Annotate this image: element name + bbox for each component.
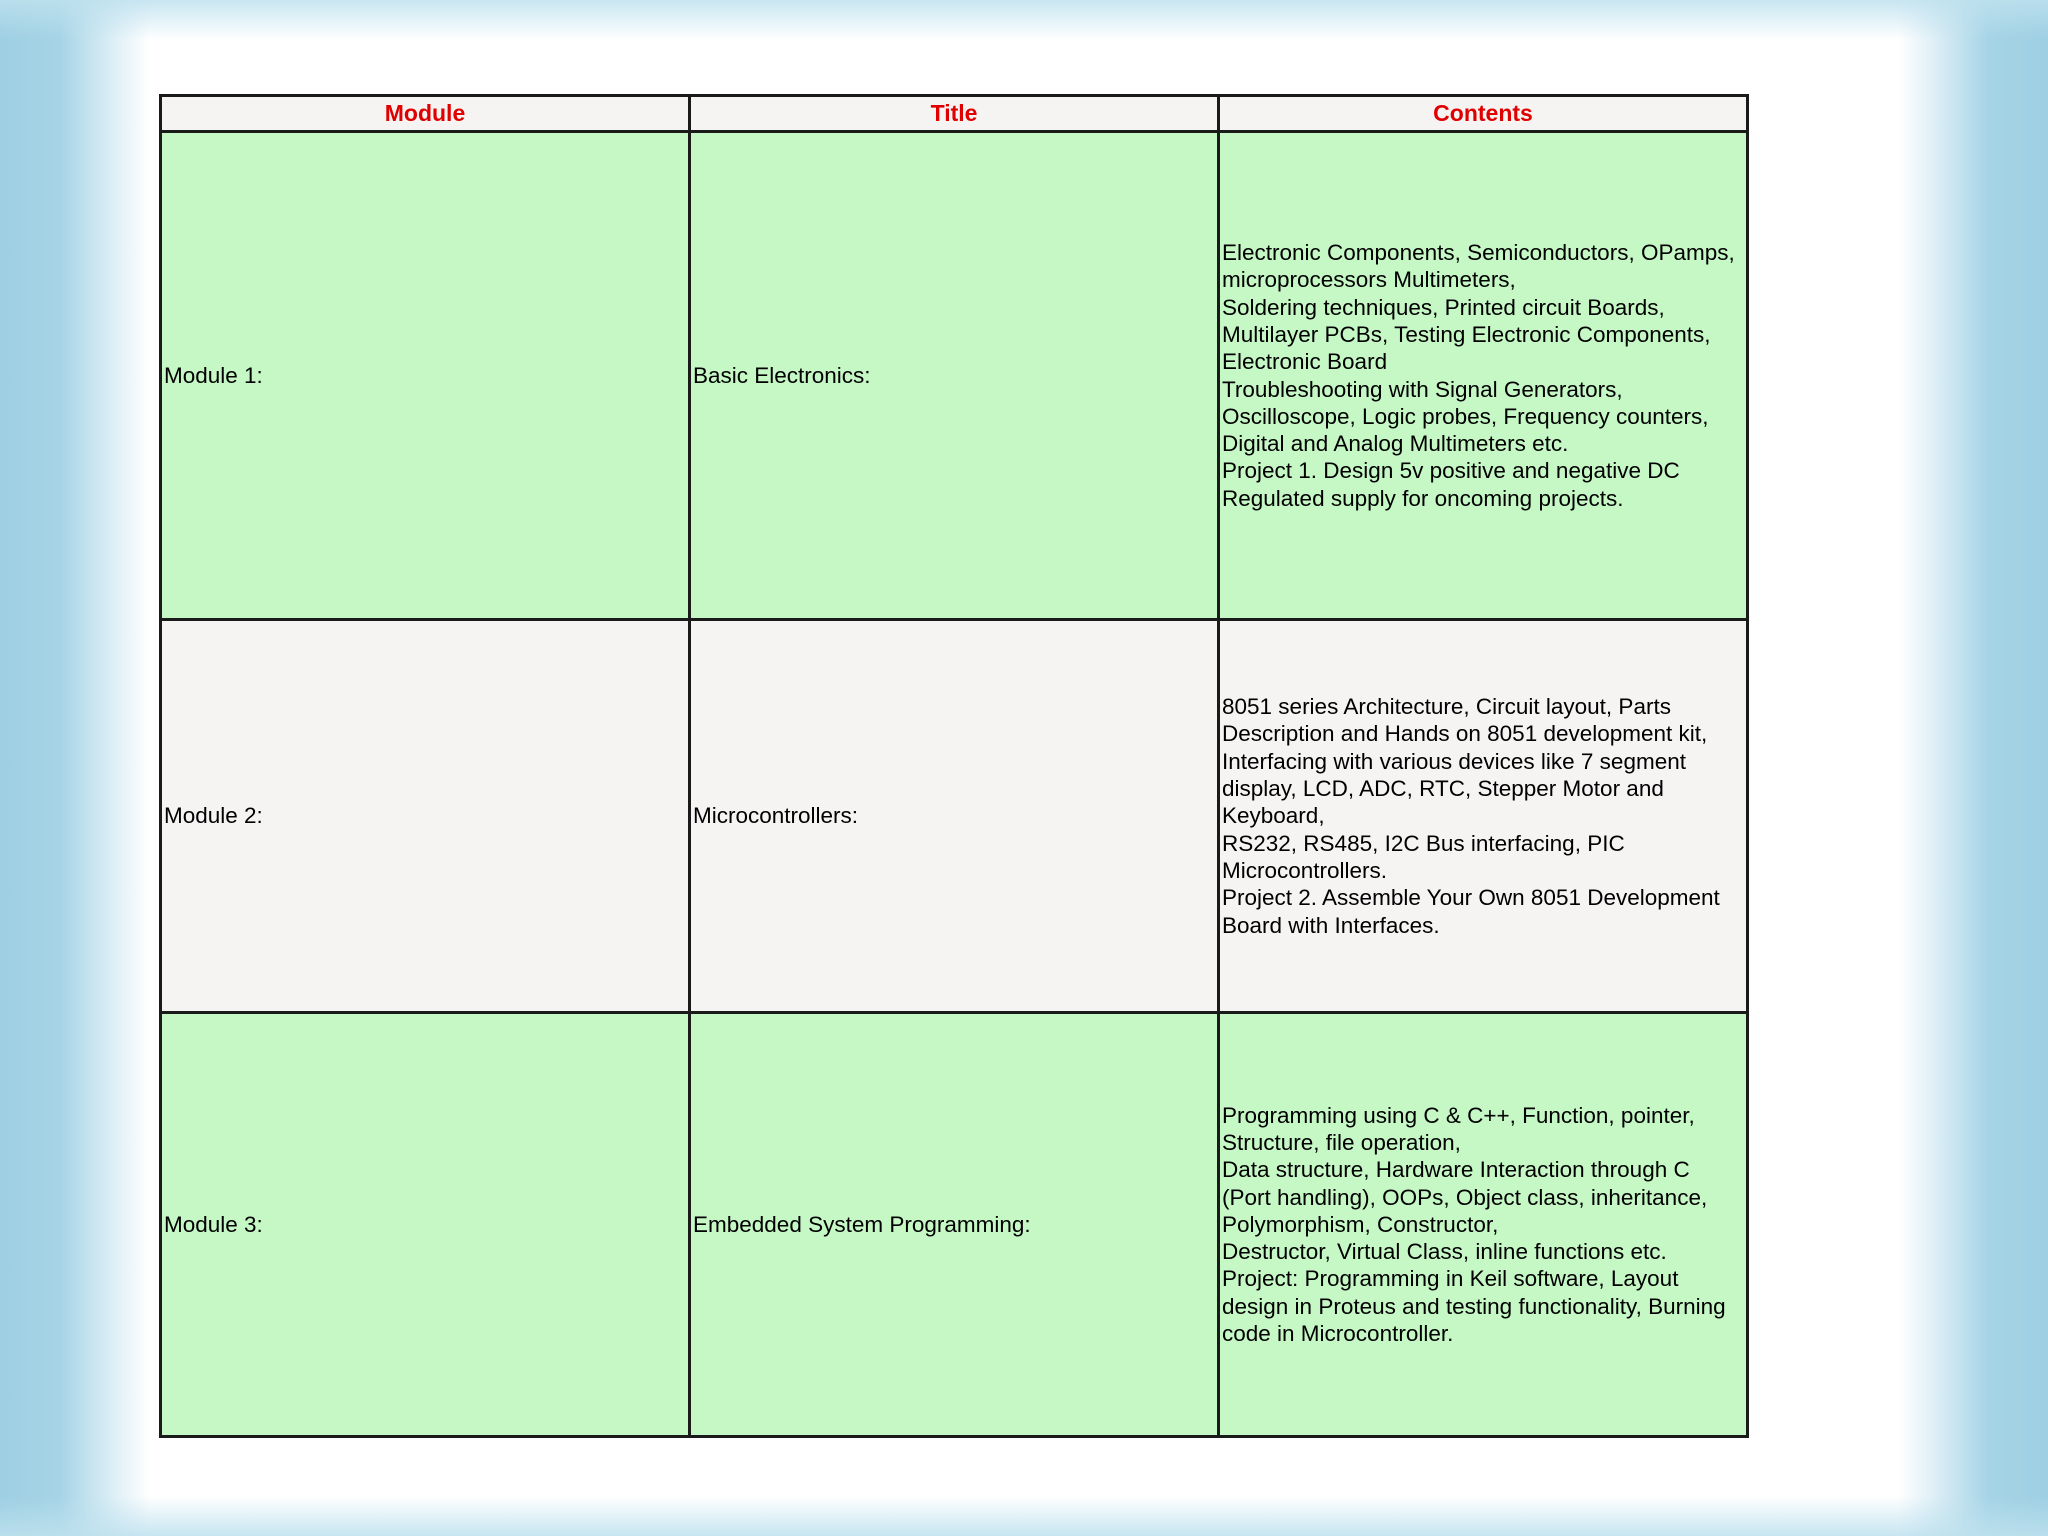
contents-line: design in Proteus and testing functionality, Burning <box>1222 1293 1726 1319</box>
contents-line: display, LCD, ADC, RTC, Stepper Motor and <box>1222 776 1664 802</box>
table-header-row <box>161 96 1748 132</box>
contents-line: Polymorphism, Constructor, <box>1222 1211 1499 1237</box>
contents-line: Electronic Components, Semiconductors, OPamps, <box>1222 240 1735 266</box>
contents-line: Project: Programming in Keil software, Layout <box>1222 1266 1679 1292</box>
contents-line: (Port handling), OOPs, Object class, inheritance, <box>1222 1184 1708 1210</box>
contents-line: Destructor, Virtual Class, inline functions etc. <box>1222 1239 1667 1265</box>
contents-line: Keyboard, <box>1222 803 1325 829</box>
contents-line: Multilayer PCBs, Testing Electronic Components, <box>1222 321 1711 347</box>
table-row <box>161 620 1748 1013</box>
contents-line: Project 1. Design 5v positive and negative DC <box>1222 458 1680 484</box>
contents-line: Electronic Board <box>1222 349 1388 375</box>
title-cell: Microcontrollers: <box>690 620 1219 1013</box>
contents-line: code in Microcontroller. <box>1222 1321 1454 1347</box>
contents-line: RS232, RS485, I2C Bus interfacing, PIC <box>1222 830 1625 856</box>
contents-cell <box>1219 620 1748 1013</box>
title-cell: Embedded System Programming: <box>690 1013 1219 1437</box>
contents-line: Digital and Analog Multimeters etc. <box>1222 431 1569 457</box>
contents-line: Data structure, Hardware Interaction through C <box>1222 1157 1690 1183</box>
slide-top-fade <box>0 0 2048 40</box>
course-modules-table <box>159 94 1749 1438</box>
contents-cell <box>1219 1013 1748 1437</box>
contents-line: Structure, file operation, <box>1222 1129 1461 1155</box>
header-title: Title <box>690 96 1219 132</box>
header-contents: Contents <box>1219 96 1748 132</box>
contents-line: Interfacing with various devices like 7 segment <box>1222 748 1686 774</box>
contents-line: Soldering techniques, Printed circuit Boards, <box>1222 294 1665 320</box>
table-row <box>161 1013 1748 1437</box>
slide-bottom-fade <box>0 1496 2048 1536</box>
module-cell: Module 3: <box>161 1013 690 1437</box>
contents-line: Oscilloscope, Logic probes, Frequency counters, <box>1222 403 1709 429</box>
title-cell: Basic Electronics: <box>690 132 1219 620</box>
contents-cell <box>1219 132 1748 620</box>
table-row <box>161 132 1748 620</box>
contents-line: Description and Hands on 8051 development kit, <box>1222 721 1708 747</box>
contents-line: Microcontrollers. <box>1222 857 1388 883</box>
module-cell: Module 1: <box>161 132 690 620</box>
header-module: Module <box>161 96 690 132</box>
contents-line: Regulated supply for oncoming projects. <box>1222 485 1624 511</box>
contents-line: Board with Interfaces. <box>1222 912 1440 938</box>
module-cell: Module 2: <box>161 620 690 1013</box>
contents-line: Troubleshooting with Signal Generators, <box>1222 376 1623 402</box>
contents-line: Project 2. Assemble Your Own 8051 Development <box>1222 885 1720 911</box>
contents-line: microprocessors Multimeters, <box>1222 267 1516 293</box>
contents-line: 8051 series Architecture, Circuit layout, Parts <box>1222 694 1671 720</box>
contents-line: Programming using C & C++, Function, pointer, <box>1222 1102 1695 1128</box>
